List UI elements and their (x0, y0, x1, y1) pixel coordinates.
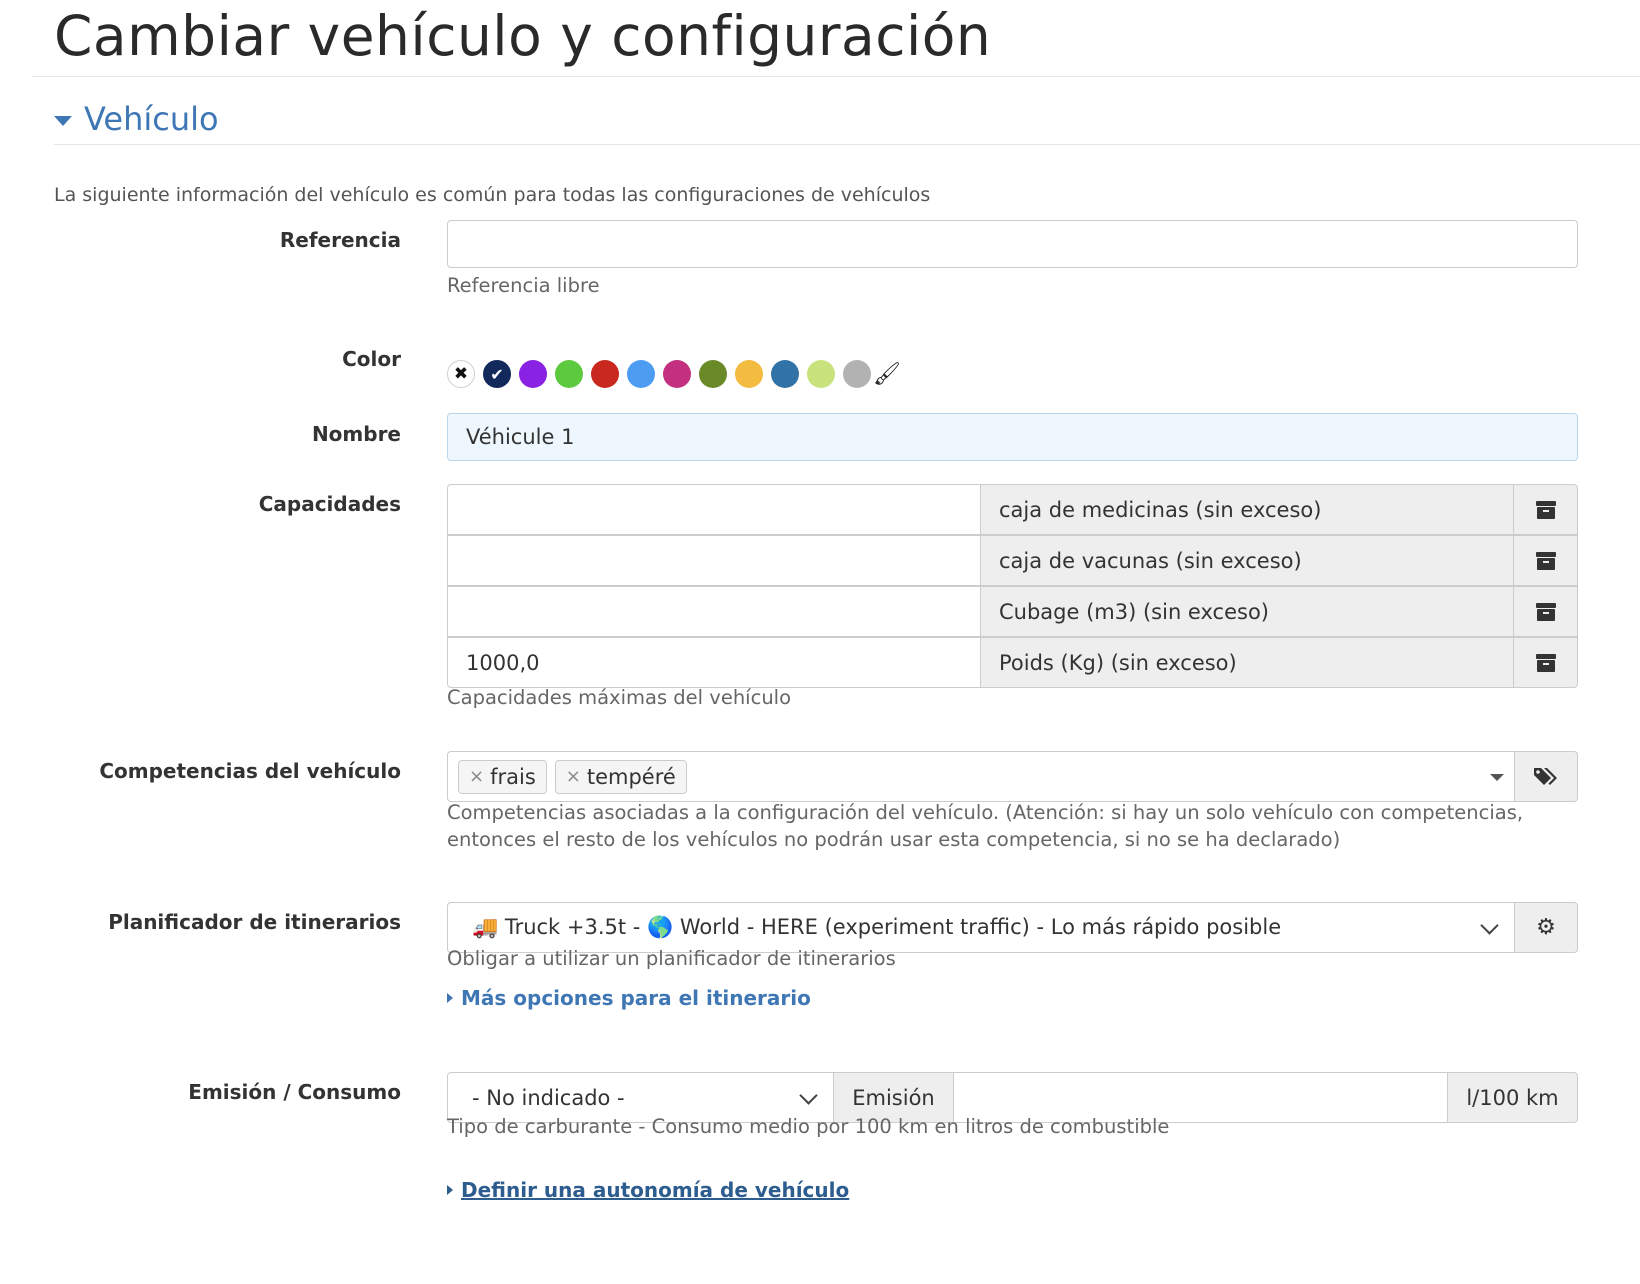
reference-label: Referencia (279, 228, 401, 252)
color-swatch[interactable] (483, 360, 511, 388)
title-divider (32, 76, 1640, 77)
name-input[interactable] (447, 413, 1578, 461)
section-title: Vehículo (84, 100, 219, 138)
capacities-label: Capacidades (258, 492, 401, 516)
archive-icon (1536, 603, 1556, 621)
archive-icon (1536, 654, 1556, 672)
tags-button[interactable] (1514, 751, 1578, 802)
skill-tag-label: tempéré (586, 764, 676, 789)
skill-tag-label: frais (490, 764, 536, 789)
router-settings-button[interactable] (1514, 902, 1578, 953)
capacity-row (447, 484, 1578, 535)
chevron-down-icon (799, 1086, 817, 1104)
more-options-label: Más opciones para el itinerario (461, 986, 811, 1010)
reference-help: Referencia libre (447, 274, 600, 297)
capacity-row (447, 637, 1578, 688)
section-toggle-vehiculo[interactable] (54, 100, 219, 138)
reference-input[interactable] (447, 220, 1578, 268)
router-label: Planificador de itinerarios (108, 910, 401, 934)
archive-icon (1536, 552, 1556, 570)
archive-icon (1536, 501, 1556, 519)
emission-label: Emisión / Consumo (188, 1080, 401, 1104)
color-swatch[interactable] (627, 360, 655, 388)
skills-label: Competencias del vehículo (99, 759, 401, 783)
skills-help-1: Competencias asociadas a la configuración del vehículo. (Atención: si hay un solo vehículo con competencias, (447, 801, 1524, 824)
color-swatch[interactable] (807, 360, 835, 388)
capacity-input[interactable] (447, 637, 980, 688)
color-label: Color (342, 347, 401, 371)
capacity-input[interactable] (447, 535, 980, 586)
capacity-archive-button[interactable] (1514, 535, 1578, 586)
caret-right-icon (447, 1185, 453, 1195)
more-itinerary-options-link[interactable] (447, 986, 811, 1010)
color-swatch[interactable] (699, 360, 727, 388)
color-swatch[interactable] (735, 360, 763, 388)
caret-down-icon (1490, 774, 1504, 781)
color-swatch[interactable] (555, 360, 583, 388)
page-title: Cambiar vehículo y configuración (54, 4, 992, 68)
remove-tag-icon[interactable]: × (565, 766, 581, 787)
color-picker (447, 360, 901, 388)
color-none-swatch[interactable] (447, 360, 475, 388)
capacity-row (447, 535, 1578, 586)
capacity-archive-button[interactable] (1514, 484, 1578, 535)
capacity-unit: Poids (Kg) (sin exceso) (980, 637, 1514, 688)
router-help: Obligar a utilizar un planificador de itinerarios (447, 947, 896, 970)
capacity-unit: caja de vacunas (sin exceso) (980, 535, 1514, 586)
capacity-unit: Cubage (m3) (sin exceso) (980, 586, 1514, 637)
capacity-archive-button[interactable] (1514, 586, 1578, 637)
skills-help-2: entonces el resto de los vehículos no podrán usar esta competencia, si no se ha declarado) (447, 828, 1341, 851)
gear-icon: ⚙ (1536, 915, 1556, 940)
section-divider (54, 144, 1640, 145)
caret-down-icon (54, 116, 72, 126)
capacity-input[interactable] (447, 484, 980, 535)
section-intro: La siguiente información del vehículo es común para todas las configuraciones de vehículos (54, 184, 931, 206)
color-swatch[interactable] (771, 360, 799, 388)
consumption-unit: l/100 km (1448, 1072, 1578, 1123)
capacity-input[interactable] (447, 586, 980, 637)
name-label: Nombre (311, 422, 401, 446)
skills-select[interactable] (447, 751, 1514, 802)
emission-addon: Emisión (834, 1072, 954, 1123)
check-icon: ✔ (490, 364, 504, 384)
color-swatch[interactable] (591, 360, 619, 388)
define-autonomy-link[interactable] (447, 1178, 849, 1202)
color-swatch[interactable] (843, 360, 871, 388)
fuel-value: - No indicado - (472, 1085, 625, 1110)
x-icon: ✖ (453, 364, 469, 384)
capacity-row (447, 586, 1578, 637)
paintbrush-icon[interactable]: 🖌 (873, 361, 901, 387)
capacities-help: Capacidades máximas del vehículo (447, 686, 792, 709)
chevron-down-icon (1480, 916, 1498, 934)
color-swatch[interactable] (519, 360, 547, 388)
color-swatch[interactable] (663, 360, 691, 388)
autonomy-link-label: Definir una autonomía de vehículo (461, 1178, 850, 1202)
remove-tag-icon[interactable]: × (469, 766, 485, 787)
skill-tag (458, 760, 547, 794)
emission-help: Tipo de carburante - Consumo medio por 100 km en litros de combustible (447, 1115, 1170, 1138)
tags-icon (1533, 766, 1559, 788)
skill-tag (555, 760, 687, 794)
capacity-archive-button[interactable] (1514, 637, 1578, 688)
capacity-unit: caja de medicinas (sin exceso) (980, 484, 1514, 535)
router-value: 🚚 Truck +3.5t - 🌎 World - HERE (experiment traffic) - Lo más rápido posible (472, 915, 1282, 939)
caret-right-icon (447, 993, 453, 1003)
